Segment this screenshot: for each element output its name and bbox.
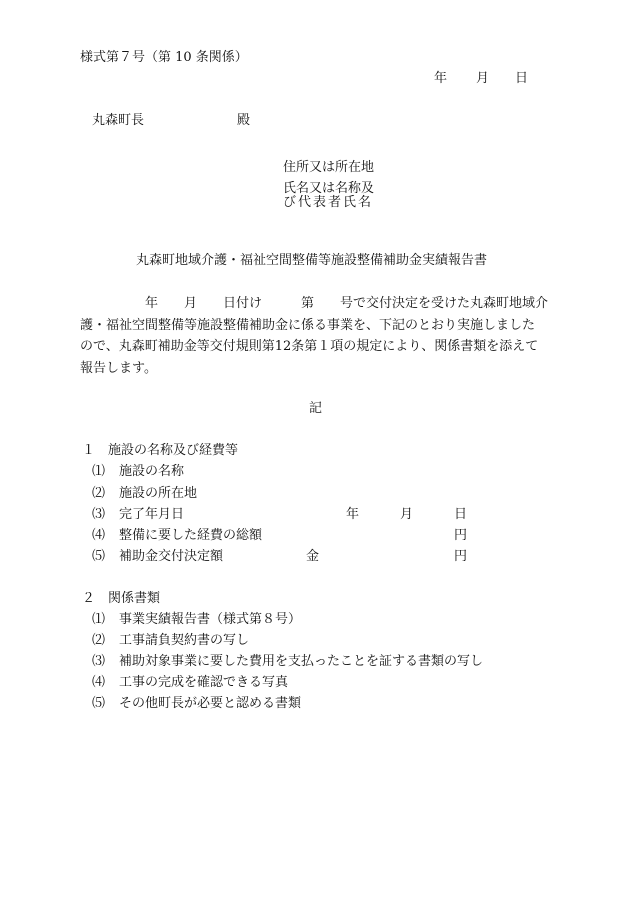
- document-title: 丸森町地域介護・福祉空間整備等施設整備補助金実績報告書: [136, 253, 488, 268]
- item-label: 工事の完成を確認できる写真: [119, 675, 289, 690]
- item-number: ⑶: [92, 507, 106, 522]
- grant-amount-unit: 円: [454, 549, 468, 564]
- item-label: 事業実績報告書（様式第８号）: [119, 612, 302, 627]
- date-year: 年: [434, 71, 448, 86]
- addressee-name: 丸森町長: [92, 113, 145, 128]
- completion-year: 年: [346, 507, 360, 522]
- date-month: 月: [476, 71, 490, 86]
- date-day: 日: [515, 71, 529, 86]
- item-label: 完了年月日: [119, 507, 185, 522]
- item-number: ⑵: [92, 633, 106, 648]
- body-paragraph: [80, 293, 554, 379]
- grant-amount-prefix: 金: [306, 549, 320, 564]
- section2-heading: ２ 関係書類: [82, 591, 161, 606]
- body-line: 年 月 日付け 第 号で交付決定を受けた丸森町地域介: [80, 296, 549, 311]
- item-label: 補助金交付決定額: [119, 549, 224, 564]
- address-label: 住所又は所在地: [283, 160, 375, 175]
- total-cost-unit: 円: [454, 528, 468, 543]
- item-label: その他町長が必要と認める書類: [119, 696, 302, 711]
- item-number: ⑷: [92, 528, 106, 543]
- item-number: ⑴: [92, 612, 106, 627]
- addressee-honorific: 殿: [237, 113, 251, 128]
- item-number: ⑷: [92, 675, 106, 690]
- name-label-line2: び代表者氏名: [283, 195, 374, 210]
- item-number: ⑸: [92, 549, 106, 564]
- item-label: 施設の名称: [119, 464, 185, 479]
- body-line: 護・福祉空間整備等施設整備補助金に係る事業を、下記のとおり実施しました: [80, 317, 536, 333]
- name-label-line1: 氏名又は名称及: [283, 181, 375, 196]
- item-number: ⑶: [92, 654, 106, 669]
- completion-month: 月: [400, 507, 414, 522]
- completion-day: 日: [454, 507, 468, 522]
- form-number: 様式第７号（第 10 条関係）: [80, 50, 248, 65]
- section1-heading: １ 施設の名称及び経費等: [82, 443, 239, 458]
- item-number: ⑵: [92, 486, 106, 501]
- item-label: 施設の所在地: [119, 486, 198, 501]
- item-number: ⑴: [92, 464, 106, 479]
- item-label: 補助対象事業に要した費用を支払ったことを証する書類の写し: [119, 654, 484, 669]
- body-line: ので、丸森町補助金等交付規則第12条第１項の規定により、関係書類を添えて: [80, 339, 539, 354]
- item-label: 工事請負契約書の写し: [119, 633, 250, 648]
- ki-marker: 記: [309, 401, 323, 416]
- body-line: 報告します。: [80, 360, 157, 376]
- item-label: 整備に要した経費の総額: [119, 528, 263, 543]
- item-number: ⑸: [92, 696, 106, 711]
